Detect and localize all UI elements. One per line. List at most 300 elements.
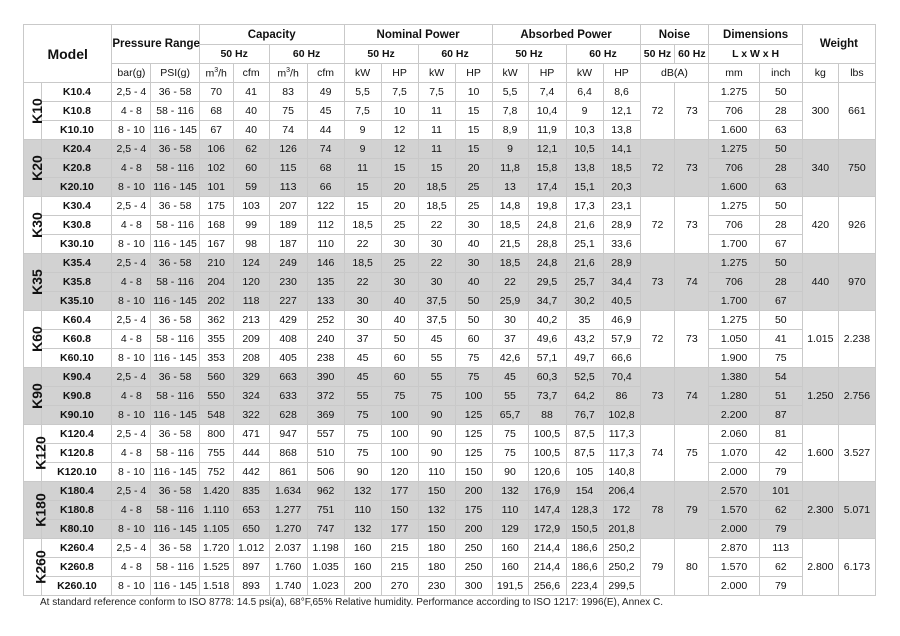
- nom50hp-cell: 100: [381, 425, 418, 444]
- psi-cell: 116 - 145: [151, 292, 199, 311]
- cap60cfm-cell: 68: [307, 159, 344, 178]
- nom50hp-cell: 60: [381, 368, 418, 387]
- abs60hp-cell: 86: [603, 387, 640, 406]
- abs60hp-cell: 172: [603, 501, 640, 520]
- bar-cell: 2,5 - 4: [112, 254, 151, 273]
- bar-cell: 4 - 8: [112, 159, 151, 178]
- nom50hp-cell: 15: [381, 159, 418, 178]
- unit-dba: dB(A): [640, 64, 709, 83]
- abs60kw-cell: 13,8: [566, 159, 603, 178]
- nom50kw-cell: 9: [344, 121, 381, 140]
- abs60kw-cell: 52,5: [566, 368, 603, 387]
- dimensions-header: Dimensions: [709, 25, 803, 45]
- noise-60hz-cell: 74: [675, 254, 709, 311]
- absorbed-50hz: 50 Hz: [492, 45, 566, 64]
- unit-mm: mm: [709, 64, 759, 83]
- dimension-inch-cell: 51: [759, 387, 802, 406]
- cap50cfm-cell: 650: [233, 520, 269, 539]
- table-row: [24, 425, 876, 444]
- series-label-text: K30: [28, 212, 45, 238]
- nom60kw-cell: 30: [418, 273, 455, 292]
- abs50hp-cell: 17,4: [528, 178, 566, 197]
- abs60hp-cell: 20,3: [603, 178, 640, 197]
- psi-cell: 116 - 145: [151, 121, 199, 140]
- nom60hp-cell: 100: [455, 387, 492, 406]
- abs60kw-cell: 35: [566, 311, 603, 330]
- weight-kg-cell: 440: [802, 254, 838, 311]
- series-label: [24, 197, 45, 254]
- abs50hp-cell: 176,9: [528, 482, 566, 501]
- cap60m3-cell: 861: [269, 463, 307, 482]
- model-name-cell: K180.8: [42, 501, 112, 520]
- nom60kw-cell: 22: [418, 254, 455, 273]
- noise-50hz-cell: 78: [640, 482, 675, 539]
- nom60hp-cell: 15: [455, 140, 492, 159]
- abs50kw-cell: 45: [492, 368, 528, 387]
- psi-cell: 58 - 116: [151, 330, 199, 349]
- bar-cell: 2,5 - 4: [112, 539, 151, 558]
- unit-cfm-50: cfm: [233, 64, 269, 83]
- abs60hp-cell: 33,6: [603, 235, 640, 254]
- dimension-mm-cell: 2.570: [709, 482, 759, 501]
- abs60hp-cell: 12,1: [603, 102, 640, 121]
- model-name-cell: K20.10: [42, 178, 112, 197]
- nom60hp-cell: 50: [455, 311, 492, 330]
- nom50hp-cell: 25: [381, 216, 418, 235]
- dimension-inch-cell: 54: [759, 368, 802, 387]
- abs60hp-cell: 102,8: [603, 406, 640, 425]
- nom60hp-cell: 40: [455, 273, 492, 292]
- abs50kw-cell: 75: [492, 425, 528, 444]
- cap60m3-cell: 663: [269, 368, 307, 387]
- nom60hp-cell: 175: [455, 501, 492, 520]
- weight-lbs-cell: 5.071: [838, 482, 875, 539]
- abs60hp-cell: 70,4: [603, 368, 640, 387]
- nom50hp-cell: 7,5: [381, 83, 418, 102]
- nom50hp-cell: 60: [381, 349, 418, 368]
- nom50hp-cell: 177: [381, 520, 418, 539]
- nom50kw-cell: 55: [344, 387, 381, 406]
- dimension-mm-cell: 706: [709, 159, 759, 178]
- psi-cell: 116 - 145: [151, 349, 199, 368]
- absorbed-60hz: 60 Hz: [566, 45, 640, 64]
- weight-lbs-cell: 3.527: [838, 425, 875, 482]
- cap50cfm-cell: 124: [233, 254, 269, 273]
- cap60m3-cell: 405: [269, 349, 307, 368]
- cap50cfm-cell: 98: [233, 235, 269, 254]
- abs60hp-cell: 34,4: [603, 273, 640, 292]
- table-row: [24, 102, 876, 121]
- psi-cell: 36 - 58: [151, 368, 199, 387]
- weight-header: Weight: [802, 25, 875, 64]
- dimension-inch-cell: 41: [759, 330, 802, 349]
- abs60kw-cell: 223,4: [566, 577, 603, 596]
- cap60m3-cell: 74: [269, 121, 307, 140]
- nom50kw-cell: 30: [344, 311, 381, 330]
- dimension-mm-cell: 2.000: [709, 577, 759, 596]
- table-row: [24, 349, 876, 368]
- series-label: [24, 83, 45, 140]
- nom50hp-cell: 150: [381, 501, 418, 520]
- nom60hp-cell: 75: [455, 349, 492, 368]
- abs60hp-cell: 117,3: [603, 444, 640, 463]
- abs60kw-cell: 186,6: [566, 539, 603, 558]
- nom60hp-cell: 125: [455, 425, 492, 444]
- table-row: [24, 178, 876, 197]
- cap60cfm-cell: 122: [307, 197, 344, 216]
- nom60hp-cell: 10: [455, 83, 492, 102]
- dimension-inch-cell: 63: [759, 178, 802, 197]
- footnote: At standard reference conform to ISO 8778: 14.5 psi(a), 68°F,65% Relative humidity. Performance according to ISO 1217: 1996(E), Annex C.: [40, 597, 664, 608]
- noise-60hz: 60 Hz: [675, 45, 709, 64]
- psi-cell: 36 - 58: [151, 254, 199, 273]
- table-row: [24, 292, 876, 311]
- series-label: [24, 425, 49, 482]
- table-row: [24, 83, 876, 102]
- abs60kw-cell: 10,3: [566, 121, 603, 140]
- dimension-inch-cell: 62: [759, 501, 802, 520]
- nom60kw-cell: 11: [418, 121, 455, 140]
- nom60kw-cell: 55: [418, 349, 455, 368]
- nom50kw-cell: 110: [344, 501, 381, 520]
- abs50kw-cell: 18,5: [492, 254, 528, 273]
- table-row: [24, 254, 876, 273]
- model-name-cell: K60.4: [42, 311, 112, 330]
- nom60hp-cell: 200: [455, 520, 492, 539]
- model-name-cell: K90.10: [42, 406, 112, 425]
- dimension-inch-cell: 50: [759, 254, 802, 273]
- abs60kw-cell: 87,5: [566, 444, 603, 463]
- cap60cfm-cell: 1.035: [307, 558, 344, 577]
- bar-cell: 2,5 - 4: [112, 197, 151, 216]
- nom60kw-cell: 110: [418, 463, 455, 482]
- dimension-inch-cell: 42: [759, 444, 802, 463]
- nom60hp-cell: 25: [455, 178, 492, 197]
- abs60kw-cell: 186,6: [566, 558, 603, 577]
- nom60kw-cell: 37,5: [418, 292, 455, 311]
- cap50cfm-cell: 209: [233, 330, 269, 349]
- cap60m3-cell: 1.740: [269, 577, 307, 596]
- abs50kw-cell: 11,8: [492, 159, 528, 178]
- cap60m3-cell: 115: [269, 159, 307, 178]
- nom50kw-cell: 132: [344, 520, 381, 539]
- noise-50hz-cell: 79: [640, 539, 675, 596]
- cap60cfm-cell: 1.198: [307, 539, 344, 558]
- table-row: [24, 444, 876, 463]
- nom60hp-cell: 40: [455, 235, 492, 254]
- spec-table-body: [24, 25, 876, 596]
- table-row: [24, 501, 876, 520]
- abs50kw-cell: 21,5: [492, 235, 528, 254]
- cap60cfm-cell: 962: [307, 482, 344, 501]
- nom50kw-cell: 200: [344, 577, 381, 596]
- bar-cell: 8 - 10: [112, 406, 151, 425]
- nom50hp-cell: 100: [381, 406, 418, 425]
- weight-lbs-cell: 970: [838, 254, 875, 311]
- nom60kw-cell: 75: [418, 387, 455, 406]
- abs60hp-cell: 206,4: [603, 482, 640, 501]
- table-row: [24, 368, 876, 387]
- cap50cfm-cell: 62: [233, 140, 269, 159]
- series-label: [24, 482, 49, 539]
- bar-cell: 2,5 - 4: [112, 83, 151, 102]
- nom50kw-cell: 160: [344, 539, 381, 558]
- abs60kw-cell: 10,5: [566, 140, 603, 159]
- dimension-mm-cell: 1.600: [709, 178, 759, 197]
- series-label: [24, 140, 45, 197]
- nominal-power-header: Nominal Power: [344, 25, 492, 45]
- noise-50hz-cell: 74: [640, 425, 675, 482]
- model-name-cell: K260.8: [42, 558, 112, 577]
- cap60cfm-cell: 510: [307, 444, 344, 463]
- nom50hp-cell: 270: [381, 577, 418, 596]
- cap50m3-cell: 1.518: [199, 577, 233, 596]
- nom60hp-cell: 30: [455, 216, 492, 235]
- abs50kw-cell: 5,5: [492, 83, 528, 102]
- cap60cfm-cell: 1.023: [307, 577, 344, 596]
- abs50kw-cell: 65,7: [492, 406, 528, 425]
- cap50m3-cell: 1.110: [199, 501, 233, 520]
- nom50hp-cell: 10: [381, 102, 418, 121]
- unit-kw-abs50: kW: [492, 64, 528, 83]
- psi-cell: 36 - 58: [151, 425, 199, 444]
- abs50hp-cell: 214,4: [528, 558, 566, 577]
- psi-cell: 36 - 58: [151, 311, 199, 330]
- cap60cfm-cell: 372: [307, 387, 344, 406]
- cap60m3-cell: 187: [269, 235, 307, 254]
- table-row: [24, 463, 876, 482]
- abs60hp-cell: 250,2: [603, 558, 640, 577]
- bar-cell: 8 - 10: [112, 121, 151, 140]
- nom60hp-cell: 250: [455, 558, 492, 577]
- cap60m3-cell: 2.037: [269, 539, 307, 558]
- psi-cell: 58 - 116: [151, 273, 199, 292]
- abs60hp-cell: 46,9: [603, 311, 640, 330]
- abs50hp-cell: 49,6: [528, 330, 566, 349]
- abs60hp-cell: 66,6: [603, 349, 640, 368]
- psi-cell: 58 - 116: [151, 216, 199, 235]
- absorbed-power-header: Absorbed Power: [492, 25, 640, 45]
- cap60cfm-cell: 240: [307, 330, 344, 349]
- dimension-mm-cell: 1.275: [709, 311, 759, 330]
- series-label-text: K20: [28, 155, 45, 181]
- cap60m3-cell: 189: [269, 216, 307, 235]
- dimension-inch-cell: 50: [759, 83, 802, 102]
- cap50m3-cell: 355: [199, 330, 233, 349]
- noise-60hz-cell: 80: [675, 539, 709, 596]
- model-name-cell: K120.10: [42, 463, 112, 482]
- nom50hp-cell: 40: [381, 292, 418, 311]
- header-row-3: [24, 64, 876, 83]
- nom50kw-cell: 75: [344, 444, 381, 463]
- table-row: [24, 520, 876, 539]
- abs50hp-cell: 88: [528, 406, 566, 425]
- cap50cfm-cell: 40: [233, 121, 269, 140]
- dimension-inch-cell: 75: [759, 349, 802, 368]
- bar-cell: 8 - 10: [112, 178, 151, 197]
- series-label: [24, 368, 45, 425]
- dimension-mm-cell: 1.275: [709, 254, 759, 273]
- cap60m3-cell: 207: [269, 197, 307, 216]
- psi-cell: 36 - 58: [151, 197, 199, 216]
- abs60hp-cell: 13,8: [603, 121, 640, 140]
- nominal-60hz: 60 Hz: [418, 45, 492, 64]
- nom60hp-cell: 20: [455, 159, 492, 178]
- nom60hp-cell: 250: [455, 539, 492, 558]
- abs50hp-cell: 24,8: [528, 216, 566, 235]
- cap60cfm-cell: 66: [307, 178, 344, 197]
- abs50hp-cell: 10,4: [528, 102, 566, 121]
- series-label-text: K10: [28, 98, 45, 124]
- table-row: [24, 140, 876, 159]
- nom50kw-cell: 15: [344, 197, 381, 216]
- bar-cell: 2,5 - 4: [112, 140, 151, 159]
- bar-cell: 8 - 10: [112, 292, 151, 311]
- model-name-cell: K90.4: [42, 368, 112, 387]
- table-row: [24, 330, 876, 349]
- abs60hp-cell: 57,9: [603, 330, 640, 349]
- nom50hp-cell: 177: [381, 482, 418, 501]
- dimension-mm-cell: 1.275: [709, 83, 759, 102]
- series-label-text: K90: [28, 383, 45, 409]
- abs50kw-cell: 129: [492, 520, 528, 539]
- cap60cfm-cell: 45: [307, 102, 344, 121]
- noise-60hz-cell: 75: [675, 425, 709, 482]
- abs50kw-cell: 8,9: [492, 121, 528, 140]
- dimension-inch-cell: 50: [759, 140, 802, 159]
- psi-cell: 116 - 145: [151, 520, 199, 539]
- dimension-mm-cell: 1.700: [709, 235, 759, 254]
- abs60kw-cell: 128,3: [566, 501, 603, 520]
- psi-cell: 36 - 58: [151, 482, 199, 501]
- model-header: Model: [24, 25, 112, 83]
- nom50hp-cell: 75: [381, 387, 418, 406]
- model-name-cell: K35.8: [42, 273, 112, 292]
- bar-cell: 4 - 8: [112, 444, 151, 463]
- abs60hp-cell: 18,5: [603, 159, 640, 178]
- abs50hp-cell: 147,4: [528, 501, 566, 520]
- nom50kw-cell: 11: [344, 159, 381, 178]
- dimension-mm-cell: 1.280: [709, 387, 759, 406]
- cap50m3-cell: 204: [199, 273, 233, 292]
- table-row: [24, 311, 876, 330]
- cap50cfm-cell: 329: [233, 368, 269, 387]
- nom50kw-cell: 22: [344, 273, 381, 292]
- psi-cell: 58 - 116: [151, 444, 199, 463]
- abs60hp-cell: 28,9: [603, 216, 640, 235]
- series-label-text: K35: [28, 269, 45, 295]
- abs50hp-cell: 7,4: [528, 83, 566, 102]
- psi-cell: 36 - 58: [151, 539, 199, 558]
- dimension-mm-cell: 1.380: [709, 368, 759, 387]
- unit-hp-nom60: HP: [455, 64, 492, 83]
- weight-lbs-cell: 750: [838, 140, 875, 197]
- model-name-cell: K80.10: [42, 520, 112, 539]
- abs50kw-cell: 22: [492, 273, 528, 292]
- table-row: [24, 482, 876, 501]
- model-name-cell: K60.8: [42, 330, 112, 349]
- cap50m3-cell: 752: [199, 463, 233, 482]
- model-name-cell: K30.8: [42, 216, 112, 235]
- dimension-inch-cell: 79: [759, 463, 802, 482]
- nom60kw-cell: 150: [418, 482, 455, 501]
- cap60cfm-cell: 44: [307, 121, 344, 140]
- nom50hp-cell: 215: [381, 558, 418, 577]
- nominal-50hz: 50 Hz: [344, 45, 418, 64]
- abs60kw-cell: 105: [566, 463, 603, 482]
- abs60kw-cell: 21,6: [566, 216, 603, 235]
- abs50kw-cell: 90: [492, 463, 528, 482]
- noise-50hz-cell: 72: [640, 83, 675, 140]
- abs50hp-cell: 24,8: [528, 254, 566, 273]
- abs50kw-cell: 110: [492, 501, 528, 520]
- nom60kw-cell: 11: [418, 102, 455, 121]
- unit-hp-abs60: HP: [603, 64, 640, 83]
- dimension-mm-cell: 2.870: [709, 539, 759, 558]
- abs50hp-cell: 12,1: [528, 140, 566, 159]
- cap50m3-cell: 67: [199, 121, 233, 140]
- table-row: [24, 121, 876, 140]
- cap60m3-cell: 83: [269, 83, 307, 102]
- dimension-mm-cell: 1.600: [709, 121, 759, 140]
- abs60kw-cell: 25,7: [566, 273, 603, 292]
- dimension-inch-cell: 101: [759, 482, 802, 501]
- psi-cell: 116 - 145: [151, 463, 199, 482]
- abs50hp-cell: 29,5: [528, 273, 566, 292]
- psi-cell: 58 - 116: [151, 387, 199, 406]
- weight-kg-cell: 2.300: [802, 482, 838, 539]
- nom60kw-cell: 18,5: [418, 197, 455, 216]
- psi-cell: 58 - 116: [151, 102, 199, 121]
- series-label-text: K180: [32, 493, 49, 527]
- nom50hp-cell: 30: [381, 273, 418, 292]
- nom50kw-cell: 75: [344, 425, 381, 444]
- cap50cfm-cell: 835: [233, 482, 269, 501]
- model-name-cell: K180.4: [42, 482, 112, 501]
- nom50hp-cell: 12: [381, 140, 418, 159]
- model-name-cell: K120.8: [42, 444, 112, 463]
- unit-cfm-60: cfm: [307, 64, 344, 83]
- abs60hp-cell: 299,5: [603, 577, 640, 596]
- abs50kw-cell: 37: [492, 330, 528, 349]
- dimension-mm-cell: 1.050: [709, 330, 759, 349]
- abs60hp-cell: 8,6: [603, 83, 640, 102]
- abs50hp-cell: 11,9: [528, 121, 566, 140]
- nom60hp-cell: 30: [455, 254, 492, 273]
- series-label: [24, 311, 45, 368]
- noise-50hz-cell: 73: [640, 368, 675, 425]
- unit-lbs: lbs: [838, 64, 875, 83]
- weight-lbs-cell: 661: [838, 83, 875, 140]
- table-row: [24, 216, 876, 235]
- noise-60hz-cell: 74: [675, 368, 709, 425]
- cap60m3-cell: 628: [269, 406, 307, 425]
- cap50cfm-cell: 1.012: [233, 539, 269, 558]
- model-name-cell: K35.4: [42, 254, 112, 273]
- table-row: [24, 159, 876, 178]
- nom60kw-cell: 22: [418, 216, 455, 235]
- cap50m3-cell: 210: [199, 254, 233, 273]
- psi-cell: 116 - 145: [151, 577, 199, 596]
- abs50hp-cell: 34,7: [528, 292, 566, 311]
- nom60hp-cell: 50: [455, 292, 492, 311]
- noise-60hz-cell: 73: [675, 83, 709, 140]
- nom60kw-cell: 30: [418, 235, 455, 254]
- psi-cell: 116 - 145: [151, 406, 199, 425]
- weight-kg-cell: 1.250: [802, 368, 838, 425]
- abs60kw-cell: 76,7: [566, 406, 603, 425]
- bar-cell: 8 - 10: [112, 577, 151, 596]
